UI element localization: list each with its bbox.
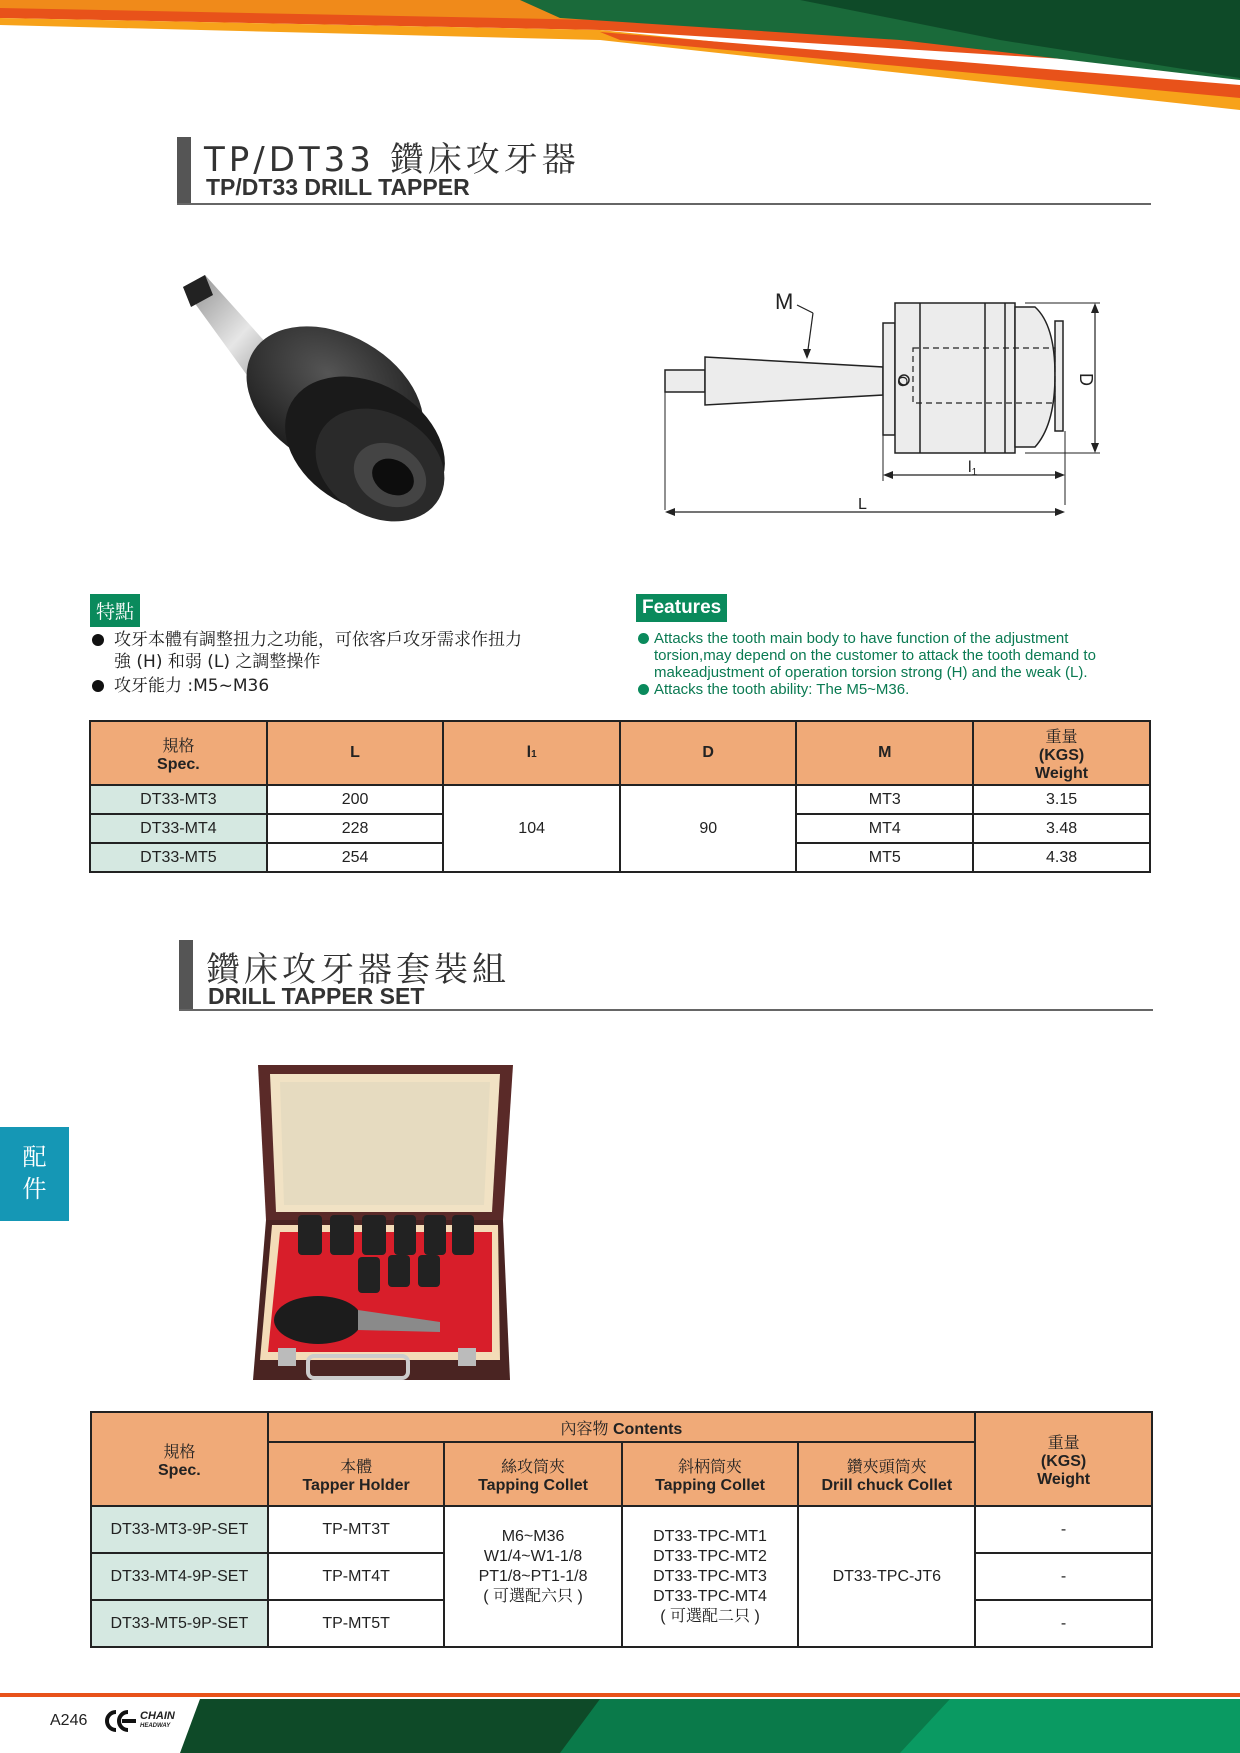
table-row bbox=[90, 785, 1150, 814]
header-weight: 重量 (KGS) Weight bbox=[975, 1412, 1152, 1506]
brand-sub: HEADWAY bbox=[140, 1723, 171, 1729]
list-item: makeadjustment of operation torsion strong (H) and the weak (L). bbox=[654, 664, 1088, 681]
side-tab-line: 配 bbox=[22, 1143, 47, 1171]
section-marker bbox=[179, 940, 193, 1010]
list-item: 強 (H) 和弱 (L) 之調整操作 bbox=[114, 652, 321, 672]
header-chuck: 鑽夾頭筒夾 Drill chuck Collet bbox=[798, 1442, 975, 1506]
section-title-en: TP/DT33 DRILL TAPPER bbox=[206, 174, 470, 200]
list-item: Attacks the tooth main body to have function of the adjustment bbox=[654, 630, 1069, 647]
cell-weight: 3.15 bbox=[973, 785, 1150, 814]
cell-holder: TP-MT3T bbox=[268, 1506, 445, 1553]
set-table bbox=[90, 1411, 1153, 1648]
cell-spec: DT33-MT4-9P-SET bbox=[91, 1553, 268, 1600]
section-rule bbox=[177, 203, 1151, 205]
spec-table bbox=[89, 720, 1151, 873]
cell-l: 228 bbox=[267, 814, 444, 843]
header-weight: 重量 (KGS) Weight bbox=[973, 721, 1150, 785]
side-tab bbox=[0, 1127, 69, 1221]
cell-holder: TP-MT5T bbox=[268, 1600, 445, 1647]
header-contents: 內容物 Contents bbox=[268, 1412, 975, 1442]
logo-icon bbox=[104, 1710, 138, 1732]
label-m: M bbox=[775, 289, 794, 314]
cell-collet: M6~M36 W1/4~W1-1/8 PT1/8~PT1-1/8 ( 可選配六只 ) bbox=[444, 1506, 621, 1647]
brand-logo bbox=[104, 1710, 175, 1732]
bullet-icon bbox=[92, 680, 104, 692]
cell-weight: 3.48 bbox=[973, 814, 1150, 843]
features-en-list bbox=[638, 630, 1158, 698]
label-o: O bbox=[895, 376, 911, 387]
section-title-zh: 鑽床攻牙器套裝組 bbox=[206, 950, 510, 990]
cell-weight: - bbox=[975, 1600, 1152, 1647]
page-number: A246 bbox=[50, 1712, 88, 1729]
section-title-en: DRILL TAPPER SET bbox=[208, 983, 425, 1009]
list-item: 攻牙本體有調整扭力之功能，可依客戶攻牙需求作扭力 bbox=[114, 630, 522, 650]
header-holder: 本體 Tapper Holder bbox=[268, 1442, 445, 1506]
top-banner bbox=[0, 0, 1240, 120]
bullet-icon bbox=[638, 633, 649, 644]
cell-l1: 104 bbox=[443, 785, 620, 872]
cell-m: MT3 bbox=[796, 785, 973, 814]
cell-l: 200 bbox=[267, 785, 444, 814]
cell-weight: - bbox=[975, 1553, 1152, 1600]
cell-m: MT5 bbox=[796, 843, 973, 872]
cell-holder: TP-MT4T bbox=[268, 1553, 445, 1600]
brand-name: CHAIN bbox=[140, 1710, 175, 1722]
side-tab-line: 件 bbox=[22, 1175, 47, 1203]
cell-chuck: DT33-TPC-JT6 bbox=[798, 1506, 975, 1647]
header-spec: 規格 Spec. bbox=[90, 721, 267, 785]
list-item: torsion,may depend on the customer to attack the tooth demand to bbox=[654, 647, 1096, 664]
drill-tapper-set-photo bbox=[248, 1060, 516, 1385]
header-l: L bbox=[267, 721, 444, 785]
header-d: D bbox=[620, 721, 797, 785]
dimension-drawing bbox=[655, 285, 1115, 525]
bullet-icon bbox=[638, 684, 649, 695]
label-l1: l1 bbox=[968, 459, 978, 478]
features-zh-heading: 特點 bbox=[90, 594, 140, 627]
cell-taper: DT33-TPC-MT1 DT33-TPC-MT2 DT33-TPC-MT3 DT33-TPC-MT4 ( 可選配二只 ) bbox=[622, 1506, 799, 1647]
cell-spec: DT33-MT4 bbox=[90, 814, 267, 843]
label-d: D bbox=[1076, 373, 1096, 386]
header-m: M bbox=[796, 721, 973, 785]
features-en-heading: Features bbox=[636, 594, 727, 622]
section-title-zh: TP/DT33 鑽床攻牙器 bbox=[204, 140, 580, 180]
list-item: Attacks the tooth ability: The M5~M36. bbox=[654, 681, 910, 698]
header-spec: 規格 Spec. bbox=[91, 1412, 268, 1506]
bullet-icon bbox=[92, 634, 104, 646]
cell-d: 90 bbox=[620, 785, 797, 872]
cell-spec: DT33-MT5 bbox=[90, 843, 267, 872]
drill-tapper-photo bbox=[175, 265, 485, 545]
cell-spec: DT33-MT3 bbox=[90, 785, 267, 814]
list-item: 攻牙能力 :M5~M36 bbox=[114, 676, 270, 696]
cell-spec: DT33-MT5-9P-SET bbox=[91, 1600, 268, 1647]
cell-l: 254 bbox=[267, 843, 444, 872]
cell-weight: - bbox=[975, 1506, 1152, 1553]
table-row bbox=[91, 1506, 1152, 1553]
section-rule bbox=[179, 1009, 1153, 1011]
cell-spec: DT33-MT3-9P-SET bbox=[91, 1506, 268, 1553]
features-zh-list bbox=[92, 629, 612, 697]
cell-m: MT4 bbox=[796, 814, 973, 843]
label-l: L bbox=[858, 496, 867, 513]
section-marker bbox=[177, 137, 191, 205]
header-taper: 斜柄筒夾 Tapping Collet bbox=[622, 1442, 799, 1506]
footer-banner bbox=[0, 1693, 1240, 1753]
header-collet: 絲攻筒夾 Tapping Collet bbox=[444, 1442, 621, 1506]
cell-weight: 4.38 bbox=[973, 843, 1150, 872]
header-l1: l1 bbox=[443, 721, 620, 785]
